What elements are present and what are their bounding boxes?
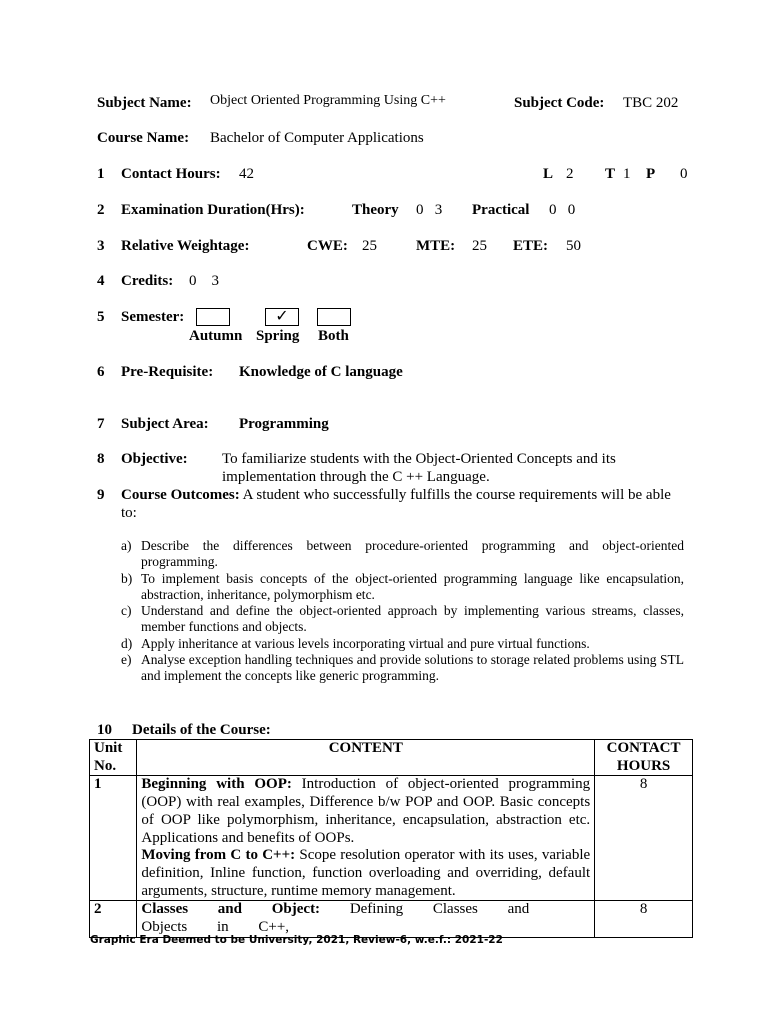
credits-value: 0 3 [189, 273, 219, 289]
p-value: 0 [680, 166, 688, 182]
item-number: 7 [97, 416, 105, 432]
unit-header: Unit No. [90, 740, 137, 776]
p-label: P [646, 166, 656, 182]
outcome-item: b) To implement basis concepts of the object-oriented programming language like encapsulation, abstraction, inheritance, polymorphism etc. [121, 570, 684, 602]
table-row [90, 776, 693, 901]
unit-content: Classes and Object: Defining Classes and Objects in C++, [137, 901, 595, 937]
item-number: 10 [97, 722, 112, 738]
objective-label: Objective: [121, 451, 188, 467]
item-number: 2 [97, 202, 105, 218]
spring-label: Spring [256, 328, 300, 344]
cwe-value: 25 [362, 238, 377, 254]
unit-hours: 8 [595, 901, 693, 937]
l-value: 2 [566, 166, 574, 182]
unit-content: Beginning with OOP: Introduction of object-oriented programming (OOP) with real examples, Difference b/w POP and OOP. Basic concepts of OOP like polymorphism, inheritance, encapsulation, abstraction etc. Applications and benefits of OOPs. Moving from C to C++: Scope resolution operator with its uses, variable definition, Inline function, function overloading and overriding, default arguments, structure, runtime memory management. [137, 776, 595, 901]
course-name-value: Bachelor of Computer Applications [210, 130, 424, 146]
unit-hours: 8 [595, 776, 693, 901]
mte-label: MTE: [416, 238, 456, 254]
practical-value: 0 0 [549, 202, 576, 218]
course-outcomes-intro: A student who successfully fulfills the course requirements will be able [239, 487, 671, 503]
theory-label: Theory [352, 202, 399, 218]
hours-header: CONTACT HOURS [595, 740, 693, 776]
subject-area-label: Subject Area: [121, 416, 209, 432]
course-name-label: Course Name: [97, 130, 190, 146]
course-details-title: Details of the Course: [132, 722, 271, 738]
prerequisite-label: Pre-Requisite: [121, 364, 214, 380]
course-outcomes-intro-cont: to: [121, 505, 137, 521]
item-number: 1 [97, 166, 105, 182]
credits-label: Credits: [121, 273, 174, 289]
checkmark-icon: ✓ [275, 308, 289, 325]
unit-number: 2 [90, 901, 137, 937]
course-outcomes-heading [121, 486, 671, 504]
practical-label: Practical [472, 202, 530, 218]
subject-name-value: Object Oriented Programming Using C++ [210, 93, 446, 108]
outcome-item: c) Understand and define the object-oriented approach by implementing various streams, classes, member functions and objects. [121, 603, 684, 635]
subject-code-label: Subject Code: [514, 95, 605, 111]
t-label: T [605, 166, 616, 182]
item-number: 6 [97, 364, 105, 380]
exam-duration-label: Examination Duration(Hrs): [121, 202, 305, 218]
ete-value: 50 [566, 238, 581, 254]
semester-label: Semester: [121, 309, 185, 325]
subject-name-label: Subject Name: [97, 95, 192, 111]
weightage-label: Relative Weightage: [121, 238, 250, 254]
theory-value: 0 3 [416, 202, 443, 218]
subject-code-value: TBC 202 [623, 95, 679, 111]
course-details-table [89, 739, 693, 938]
cwe-label: CWE: [307, 238, 348, 254]
item-number: 9 [97, 487, 105, 503]
item-number: 4 [97, 273, 105, 289]
both-checkbox[interactable] [317, 308, 351, 326]
table-header-row [90, 740, 693, 776]
subject-area-value: Programming [239, 416, 329, 432]
both-label: Both [318, 328, 349, 344]
course-outcomes-label: Course Outcomes: [121, 487, 240, 503]
outcome-item: d) Apply inheritance at various levels incorporating virtual and pure virtual functions. [121, 635, 590, 651]
t-value: 1 [623, 166, 631, 182]
prerequisite-value: Knowledge of C language [239, 364, 403, 380]
l-label: L [543, 166, 554, 182]
ete-label: ETE: [513, 238, 549, 254]
unit-number: 1 [90, 776, 137, 901]
contact-hours-label: Contact Hours: [121, 166, 221, 182]
page-footer: Graphic Era Deemed to be University, 2021, Review-6, w.e.f.: 2021-22 [90, 934, 503, 946]
spring-checkbox[interactable] [265, 308, 299, 326]
item-number: 5 [97, 309, 105, 325]
objective-line: implementation through the C ++ Language. [222, 469, 490, 485]
contact-hours-value: 42 [239, 166, 254, 182]
objective-line: To familiarize students with the Object-Oriented Concepts and its [222, 451, 616, 467]
content-header: CONTENT [137, 740, 595, 776]
outcome-item: a) Describe the differences between procedure-oriented programming and object-oriented programming. [121, 538, 684, 570]
outcome-item: e) Analyse exception handling techniques and provide solutions to storage related problems using STL and implement the concepts like generic programming. [121, 652, 684, 684]
autumn-checkbox[interactable] [196, 308, 230, 326]
outcomes-list [121, 538, 684, 685]
mte-value: 25 [472, 238, 487, 254]
table-row [90, 901, 693, 937]
item-number: 3 [97, 238, 105, 254]
autumn-label: Autumn [189, 328, 243, 344]
item-number: 8 [97, 451, 105, 467]
